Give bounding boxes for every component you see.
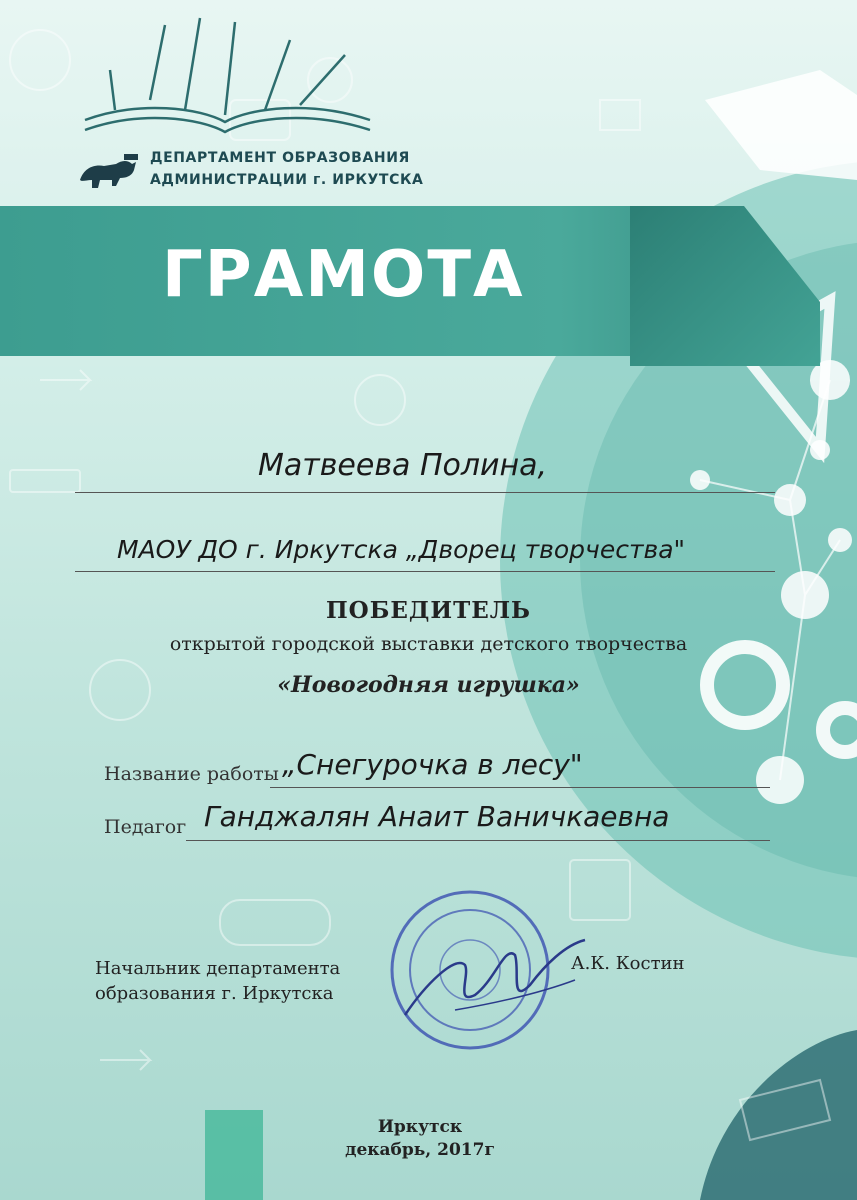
irkutsk-coat-of-arms-icon — [76, 150, 140, 192]
recipient-organization: МАОУ ДО г. Иркутска „Дворец творчества" — [117, 535, 686, 564]
signatory-name: А.К. Костин — [571, 953, 685, 974]
award-status: ПОБЕДИТЕЛЬ — [325, 597, 532, 624]
department-line-2: АДМИНИСТРАЦИИ г. ИРКУТСКА — [150, 172, 424, 188]
teacher-label: Педагог — [104, 816, 187, 838]
exhibition-name: «Новогодняя игрушка» — [277, 672, 580, 698]
award-event: открытой городской выставки детского творчества — [169, 633, 688, 655]
teacher-value: Ганджалян Анаит Ваничкаевна — [204, 800, 670, 833]
department-line-1: ДЕПАРТАМЕНТ ОБРАЗОВАНИЯ — [150, 150, 410, 166]
recipient-organization-line — [75, 571, 775, 572]
signature — [395, 925, 595, 1035]
footer-date: декабрь, 2017г — [345, 1140, 495, 1160]
teacher-line — [186, 840, 770, 841]
work-title-label: Название работы — [104, 763, 279, 785]
page-title: ГРАМОТА — [162, 238, 525, 312]
work-title-line — [270, 787, 770, 788]
footer-city: Иркутск — [377, 1117, 463, 1137]
signatory-position-line-1: Начальник департамента — [95, 958, 341, 979]
recipient-name-line — [75, 492, 775, 493]
work-title-value: „Снегурочка в лесу" — [282, 748, 583, 781]
signatory-position-line-2: образования г. Иркутска — [95, 983, 334, 1004]
recipient-name: Матвеева Полина, — [258, 448, 548, 483]
